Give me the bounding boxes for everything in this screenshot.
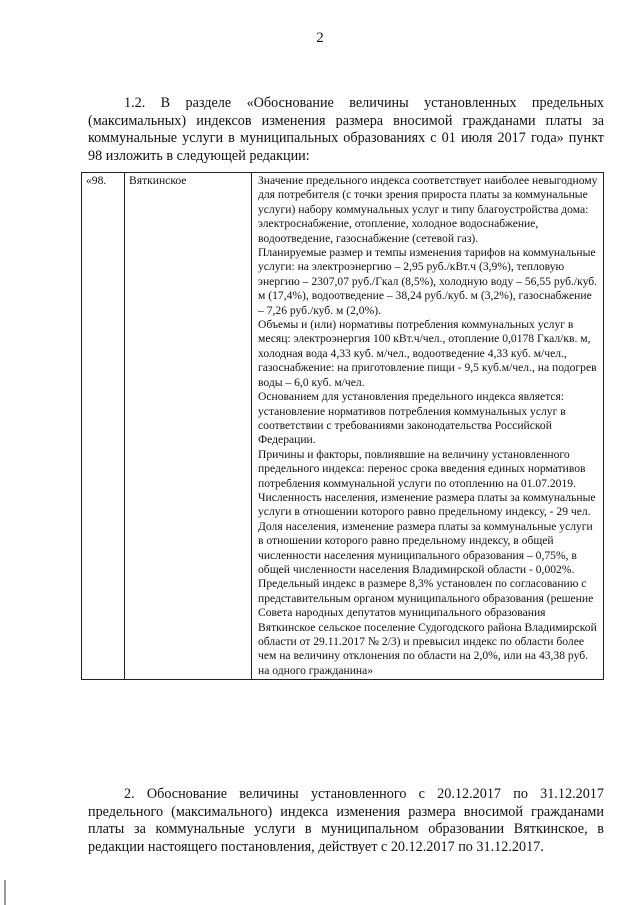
- table-row: [82, 173, 604, 680]
- justification-paragraph: Предельный индекс в размере 8,3% установлен по согласованию с представительным органом муниципального образования (решение Совета народных депутатов муниципального образования Вяткинское сельское поселение Судогодского района Владимирской области от 29.11.2017 № 2/3) и превысил индекс по области более чем на величину отклонения по области на 2,0%, или на 43,38 руб. на одного гражданина»: [258, 577, 597, 677]
- amendment-table: [81, 172, 604, 680]
- justification-paragraph: Основанием для установления предельного индекса является: установление нормативов потребления коммунальных услуг в соответствии с требованиями законодательства Российской Федерации.: [258, 390, 566, 447]
- justification-paragraph: Планируемые размер и темпы изменения тарифов на коммунальные услуги: на электроэнергию – 2,95 руб./кВт.ч (3,9%), тепловую энергию – 2307,07 руб./Гкал (8,5%), холодную воду – 56,55 руб./куб. м (17,4%), водоотведение – 38,24 руб./куб. м (3,2%), газоснабжение – 7,26 руб./куб. м (2,0%).: [258, 246, 598, 317]
- page-number: 2: [316, 30, 324, 46]
- paragraph-1-2: 1.2. В разделе «Обоснование величины установленных предельных (максимальных) индексов изменения размера вносимой гражданами платы за коммунальные услуги в муниципальных образованиях с 01 июля 2017 года» пункт 98 изложить в следующей редакции:: [88, 95, 604, 164]
- justification-cell: [252, 173, 604, 680]
- paragraph-2: 2. Обоснование величины установленного с 20.12.2017 по 31.12.2017 предельного (максимального) индекса изменения размера вносимой гражданами платы за коммунальные услуги в муниципальном образовании Вяткинское, в редакции настоящего постановления, действует с 20.12.2017 по 31.12.2017.: [88, 786, 604, 855]
- scan-edge-mark: [4, 880, 6, 905]
- justification-paragraph: Объемы и (или) нормативы потребления коммунальных услуг в месяц: электроэнергия 100 кВт.ч/чел., отопление 0,0178 Гкал/кв. м, холодная вода 4,33 куб. м/чел., водоотведение 4,33 куб. м/чел., газоснабжение: на приготовление пищи - 9,5 куб.м/чел., на подогрев воды – 6,0 куб. м/чел.: [258, 318, 597, 389]
- justification-paragraph: Значение предельного индекса соответствует наиболее невыгодному для потребителя (с точки зрения прироста платы за коммунальные услуги) набору коммунальных услуг и типу благоустройства дома: электроснабжение, отопление, холодное водоснабжение, водоотведение, газоснабжение (сетевой газ).: [258, 174, 598, 245]
- justification-paragraph: Численность населения, изменение размера платы за коммунальные услуги в отношении которого равно предельному индексу, - 29 чел.: [258, 490, 596, 519]
- justification-paragraph: Причины и факторы, повлиявшие на величину установленного предельного индекса: перенос срока введения единых нормативов потребления коммунальной услуги по отоплению на 01.07.2019.: [258, 447, 586, 490]
- item-number-cell: «98.: [82, 173, 125, 680]
- justification-paragraph: Доля населения, изменение размера платы за коммунальные услуги в отношении которого равно предельному индексу, в общей численности населения муниципального образования – 0,75%, в общей численности населения Владимирской области - 0,002%.: [258, 519, 593, 576]
- municipality-cell: Вяткинское: [125, 173, 252, 680]
